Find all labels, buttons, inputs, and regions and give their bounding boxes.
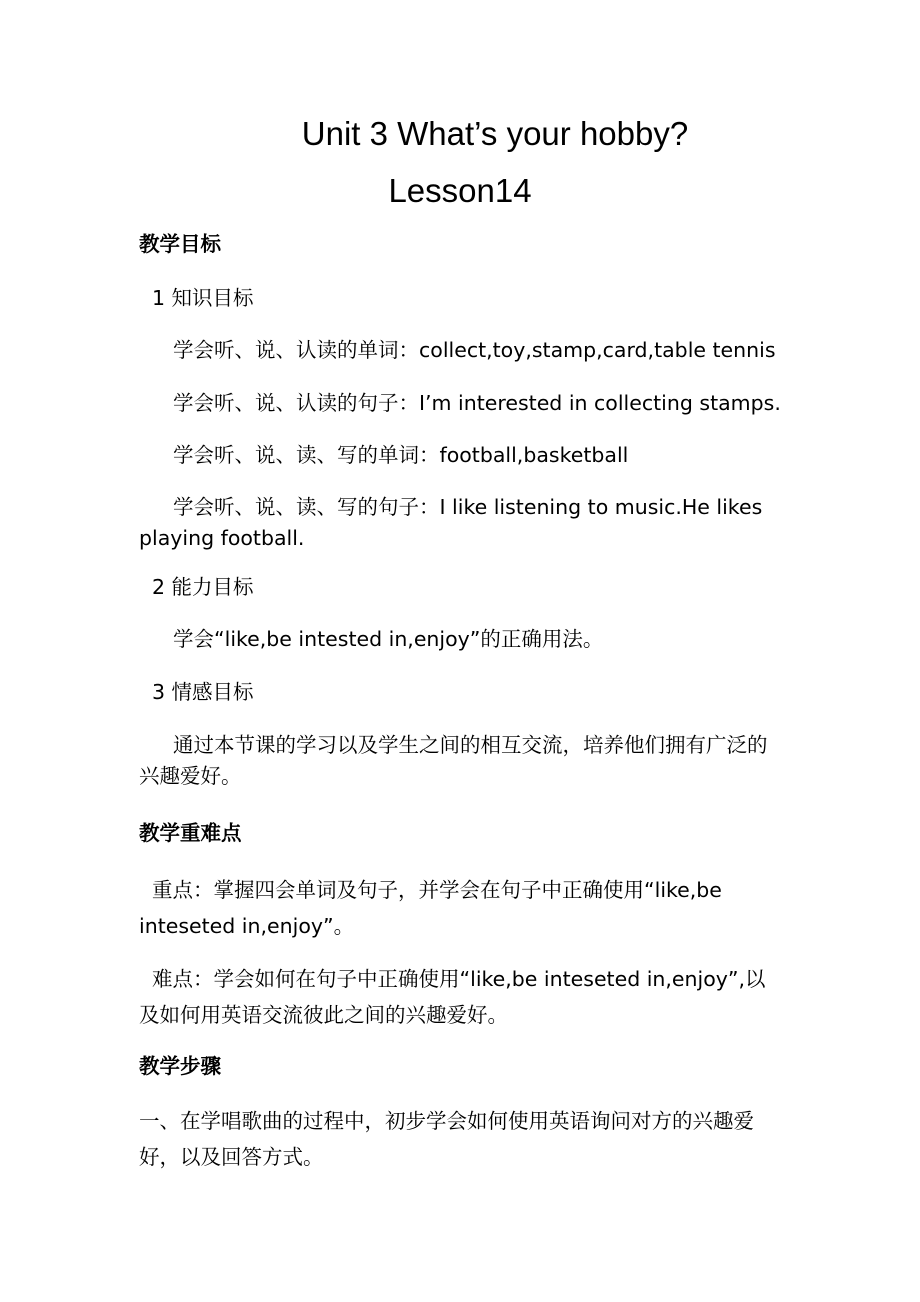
document-title: Unit 3 What’s your hobby?: [301, 115, 689, 152]
knowledge-item: 学会听、说、读、写的句子：I like listening to music.He likes playing football.: [139, 495, 763, 550]
lesson-title: Lesson14: [388, 172, 532, 209]
emotion-heading: 3 情感目标: [152, 680, 254, 704]
key-point: 重点：掌握四会单词及句子，并学会在句子中正确使用“like,be inteseted in,enjoy”。: [139, 878, 722, 938]
ability-item: 学会“like,be intested in,enjoy”的正确用法。: [173, 627, 604, 651]
knowledge-item: 学会听、说、认读的单词：collect,toy,stamp,card,table tennis: [173, 338, 776, 362]
steps-heading: 教学步骤: [139, 1054, 221, 1078]
key-difficult-heading: 教学重难点: [139, 821, 242, 845]
knowledge-item: 学会听、说、认读的句子：I’m interested in collecting stamps.: [173, 391, 781, 415]
difficult-point: 难点：学会如何在句子中正确使用“like,be inteseted in,enjoy”,以及如何用英语交流彼此之间的兴趣爱好。: [139, 967, 766, 1027]
step-item: 一、在学唱歌曲的过程中，初步学会如何使用英语询问对方的兴趣爱好，以及回答方式。: [139, 1109, 754, 1169]
knowledge-item: 学会听、说、读、写的单词：football,basketball: [173, 443, 629, 467]
objectives-heading: 教学目标: [139, 232, 221, 256]
knowledge-heading: 1 知识目标: [152, 286, 254, 310]
ability-heading: 2 能力目标: [152, 575, 254, 599]
emotion-item: 通过本节课的学习以及学生之间的相互交流，培养他们拥有广泛的兴趣爱好。: [139, 733, 768, 788]
